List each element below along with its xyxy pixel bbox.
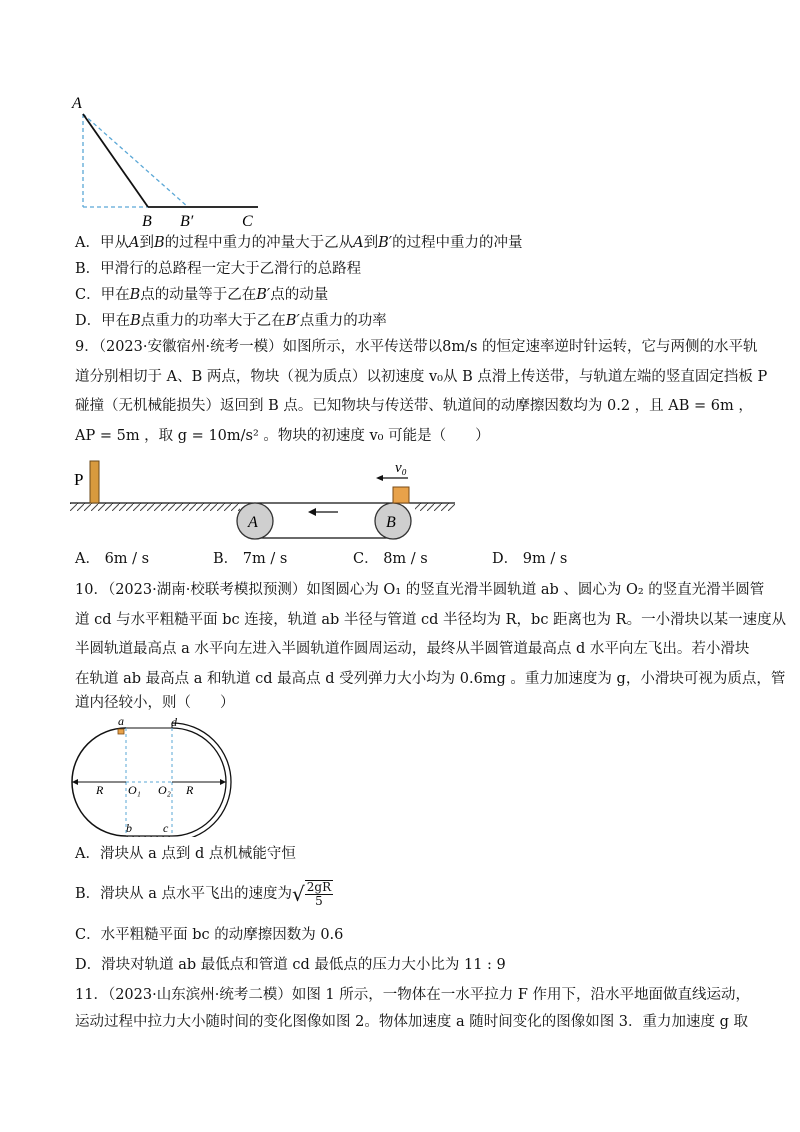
barrier-p (90, 461, 99, 503)
q8-option-d: D．甲在B点重力的功率大于乙在B′点重力的功率 (75, 313, 387, 329)
q11-line-1: 11．（2023·山东滨州·统考二模）如图 1 所示，一物体在一水平拉力 F 作用下，沿水平地面做直线运动， (75, 987, 751, 1003)
label-b: b (126, 821, 132, 835)
label-a: a (118, 714, 124, 728)
q9-option-d: D． 9m / s (492, 551, 568, 567)
q9-option-b: B． 7m / s (213, 551, 288, 567)
q10-option-b: B．滑块从 a 点水平飞出的速度为√ $\frac{2gR}{5}$ (75, 880, 332, 908)
label-v0: v₀ (395, 460, 407, 476)
q10-line-3: 半圆轨道最高点 a 水平向左进入半圆轨道作圆周运动，最终从半圆管道最高点 d 水平向左飞出。若小滑块 (75, 641, 750, 657)
label-R-left: R (96, 783, 104, 797)
q9-line-3: 碰撞（无机械能损失）返回到 B 点。已知物块与传送带、轨道间的动摩擦因数均为 0.2 ，且 AB = 6m ， (75, 398, 753, 414)
label-O2: O₂ (158, 783, 171, 797)
label-A: A (72, 95, 82, 112)
q9-line-4: AP = 5m ，取 g = 10m/s² 。物块的初速度 v₀ 可能是（ ） (75, 428, 490, 444)
q10-line-1: 10．（2023·湖南·校联考模拟预测）如图圆心为 O₁ 的竖直光滑半圆轨道 ab 、圆心为 O₂ 的竖直光滑半圆管 (75, 582, 765, 598)
q9-line-2: 道分别相切于 A、B 两点，物块（视为质点）以初速度 v₀从 B 点滑上传送带，与轨道左端的竖直固定挡板 P (75, 369, 768, 385)
q10-line-4: 在轨道 ab 最高点 a 和轨道 cd 最高点 d 受列弹力大小均为 0.6mg 。重力加速度为 g，小滑块可视为质点，管 (75, 671, 786, 687)
label-R-right: R (186, 783, 194, 797)
sqrt-fraction: $\frac{2gR}{5}$ (306, 880, 332, 908)
q8-option-a: A．甲从A到B的过程中重力的冲量大于乙从A到B′的过程中重力的冲量 (75, 235, 523, 251)
label-c: c (163, 821, 169, 835)
q10-option-a: A．滑块从 a 点到 d 点机械能守恒 (75, 846, 296, 862)
q11-line-2: 运动过程中拉力大小随时间的变化图像如图 2。物体加速度 a 随时间变化的图像如图 3．重力加速度 g 取 (75, 1014, 749, 1030)
label-d: d (171, 715, 177, 729)
q9-line-1: 9．（2023·安徽宿州·统考一模）如图所示，水平传送带以8m/s 的恒定速率逆时针运转，它与两侧的水平轨 (75, 339, 758, 355)
q9-option-a: A． 6m / s (75, 551, 150, 567)
q10-option-c: C．水平粗糙平面 bc 的动摩擦因数为 0.6 (75, 927, 344, 943)
block (393, 487, 409, 503)
label-A: A (248, 514, 258, 531)
track-figure (68, 712, 238, 837)
label-B-prime: B′ (180, 213, 194, 230)
conveyor-figure (70, 455, 460, 545)
label-B: B (386, 514, 396, 531)
label-B: B (142, 213, 152, 230)
q10-line-2: 道 cd 与水平粗糙平面 bc 连接，轨道 ab 半径与管道 cd 半径均为 R，bc 距离也为 R。一小滑块以某一速度从 (75, 612, 787, 628)
label-P: P (74, 470, 84, 489)
incline-figure (68, 92, 268, 232)
q10-line-5: 道内径较小，则（ ） (75, 695, 235, 711)
q9-option-c: C． 8m / s (353, 551, 428, 567)
q8-option-c: C．甲在B点的动量等于乙在B′点的动量 (75, 287, 329, 303)
q10-option-d: D．滑块对轨道 ab 最低点和管道 cd 最低点的压力大小比为 11 : 9 (75, 957, 506, 973)
label-O1: O₁ (128, 783, 141, 797)
label-C: C (242, 213, 253, 230)
q8-option-b: B．甲滑行的总路程一定大于乙滑行的总路程 (75, 261, 362, 277)
